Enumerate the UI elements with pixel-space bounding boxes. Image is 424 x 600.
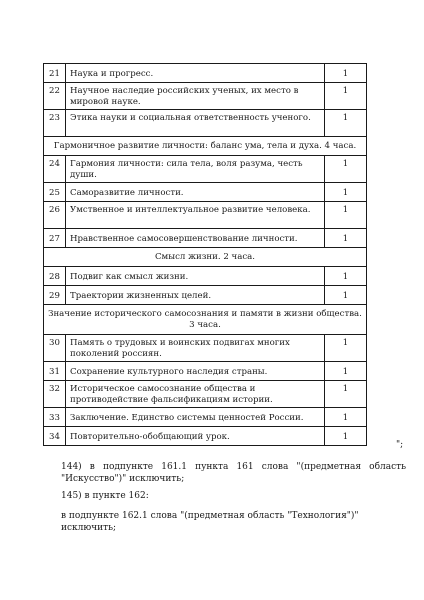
- lesson-hours: 1: [325, 427, 367, 446]
- lesson-number: 30: [44, 335, 66, 362]
- lesson-number: 28: [44, 267, 66, 286]
- table-row: [44, 335, 367, 362]
- table-row: [44, 286, 367, 305]
- table-row: [44, 362, 367, 381]
- table-row: [44, 381, 367, 408]
- lesson-hours: 1: [325, 183, 367, 202]
- lesson-topic: Повторительно-обобщающий урок.: [66, 427, 325, 446]
- lesson-number: 22: [44, 83, 66, 110]
- lesson-hours: 1: [325, 229, 367, 248]
- lesson-topic: Научное наследие российских ученых, их место в мировой науке.: [66, 83, 325, 110]
- closing-quote-mark: ";: [396, 440, 404, 450]
- lesson-hours: 1: [325, 64, 367, 83]
- lesson-topic: Траектории жизненных целей.: [66, 286, 325, 305]
- lesson-number: 26: [44, 202, 66, 229]
- table-row: [44, 83, 367, 110]
- section-row: [44, 305, 367, 335]
- lesson-hours: 1: [325, 202, 367, 229]
- table-row: [44, 427, 367, 446]
- lesson-topic: Историческое самосознание общества и противодействие фальсификациям истории.: [66, 381, 325, 408]
- lesson-hours: 1: [325, 286, 367, 305]
- lesson-number: 27: [44, 229, 66, 248]
- section-row: [44, 137, 367, 156]
- section-heading: Гармоничное развитие личности: баланс ума, тела и духа. 4 часа.: [44, 137, 367, 156]
- lesson-hours: 1: [325, 156, 367, 183]
- table-row: [44, 202, 367, 229]
- lesson-number: 24: [44, 156, 66, 183]
- lesson-topic: Нравственное самосовершенствование личности.: [66, 229, 325, 248]
- lesson-number: 31: [44, 362, 66, 381]
- lesson-number: 34: [44, 427, 66, 446]
- lesson-hours: 1: [325, 83, 367, 110]
- section-heading: Смысл жизни. 2 часа.: [44, 248, 367, 267]
- lesson-hours: 1: [325, 267, 367, 286]
- lesson-topic: Саморазвитие личности.: [66, 183, 325, 202]
- thematic-plan-table: [43, 63, 367, 446]
- lesson-hours: 1: [325, 362, 367, 381]
- table-row: [44, 183, 367, 202]
- section-row: [44, 248, 367, 267]
- lesson-number: 33: [44, 408, 66, 427]
- table-row: [44, 229, 367, 248]
- table-row: [44, 110, 367, 137]
- lesson-topic: Гармония личности: сила тела, воля разума, честь души.: [66, 156, 325, 183]
- lesson-number: 23: [44, 110, 66, 137]
- lesson-hours: 1: [325, 335, 367, 362]
- lesson-hours: 1: [325, 110, 367, 137]
- lesson-topic: Память о трудовых и воинских подвигах многих поколений россиян.: [66, 335, 325, 362]
- amendment-paragraph-145: 145) в пункте 162:: [61, 491, 149, 501]
- lesson-topic: Подвиг как смысл жизни.: [66, 267, 325, 286]
- table-row: [44, 156, 367, 183]
- section-heading: Значение исторического самосознания и памяти в жизни общества. 3 часа.: [44, 305, 367, 335]
- lesson-hours: 1: [325, 408, 367, 427]
- lesson-topic: Сохранение культурного наследия страны.: [66, 362, 325, 381]
- lesson-topic: Этика науки и социальная ответственность ученого.: [66, 110, 325, 137]
- lesson-topic: Заключение. Единство системы ценностей России.: [66, 408, 325, 427]
- lesson-number: 21: [44, 64, 66, 83]
- lesson-number: 29: [44, 286, 66, 305]
- amendment-paragraph-162-1: в подпункте 162.1 слова "(предметная область "Технология")" исключить;: [61, 511, 359, 533]
- table-row: [44, 267, 367, 286]
- amendment-paragraph-144: 144) в подпункте 161.1 пункта 161 слова "(предметная область "Искусство")" исключить;: [61, 462, 406, 484]
- lesson-number: 25: [44, 183, 66, 202]
- lesson-topic: Умственное и интеллектуальное развитие человека.: [66, 202, 325, 229]
- table-row: [44, 64, 367, 83]
- lesson-number: 32: [44, 381, 66, 408]
- lesson-topic: Наука и прогресс.: [66, 64, 325, 83]
- lesson-hours: 1: [325, 381, 367, 408]
- table-row: [44, 408, 367, 427]
